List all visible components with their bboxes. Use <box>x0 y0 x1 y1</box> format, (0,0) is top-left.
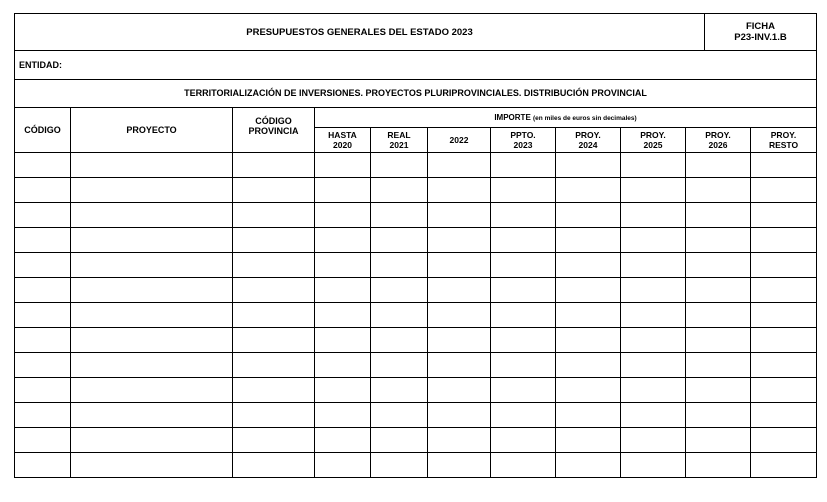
cell-importe[interactable] <box>686 303 751 328</box>
cell-importe[interactable] <box>371 453 428 478</box>
cell-importe[interactable] <box>491 403 556 428</box>
cell-importe[interactable] <box>371 253 428 278</box>
cell-importe[interactable] <box>751 153 817 178</box>
cell-importe[interactable] <box>491 178 556 203</box>
cell-importe[interactable] <box>751 378 817 403</box>
cell-importe[interactable] <box>315 178 371 203</box>
cell-importe[interactable] <box>371 328 428 353</box>
cell-proyecto[interactable] <box>71 278 233 303</box>
cell-importe[interactable] <box>751 303 817 328</box>
cell-codigo[interactable] <box>15 403 71 428</box>
cell-importe[interactable] <box>686 153 751 178</box>
cell-importe[interactable] <box>556 328 621 353</box>
importe-note: (en miles de euros sin decimales) <box>533 114 637 122</box>
cell-importe[interactable] <box>315 153 371 178</box>
cell-importe[interactable] <box>428 403 491 428</box>
col-year-header <box>686 128 751 153</box>
cell-codigo-provincia[interactable] <box>233 253 315 278</box>
cell-codigo[interactable] <box>15 153 71 178</box>
cell-importe[interactable] <box>621 228 686 253</box>
cell-importe[interactable] <box>428 303 491 328</box>
cell-proyecto[interactable] <box>71 203 233 228</box>
cell-importe[interactable] <box>621 353 686 378</box>
cell-importe[interactable] <box>491 303 556 328</box>
cell-proyecto[interactable] <box>71 253 233 278</box>
col-year-header-line1: 2022 <box>449 135 469 145</box>
cell-importe[interactable] <box>315 378 371 403</box>
cell-codigo[interactable] <box>15 303 71 328</box>
cell-importe[interactable] <box>315 353 371 378</box>
col-year-header <box>751 128 817 153</box>
cell-importe[interactable] <box>428 253 491 278</box>
cell-proyecto[interactable] <box>71 178 233 203</box>
col-codigo-header: CÓDIGO <box>15 108 71 153</box>
cell-importe[interactable] <box>315 428 371 453</box>
ficha-code: P23-INV.1.B <box>734 32 787 43</box>
cell-codigo-provincia[interactable] <box>233 378 315 403</box>
col-year-header <box>621 128 686 153</box>
table-body <box>15 153 817 478</box>
cell-importe[interactable] <box>621 153 686 178</box>
cell-importe[interactable] <box>371 278 428 303</box>
cell-importe[interactable] <box>686 328 751 353</box>
cell-importe[interactable] <box>556 428 621 453</box>
cell-importe[interactable] <box>556 228 621 253</box>
cell-proyecto[interactable] <box>71 403 233 428</box>
cell-codigo-provincia[interactable] <box>233 153 315 178</box>
entidad-field[interactable] <box>15 51 817 80</box>
cell-proyecto[interactable] <box>71 228 233 253</box>
cell-importe[interactable] <box>315 228 371 253</box>
ficha-label: FICHA <box>745 21 776 32</box>
table-row <box>15 178 817 203</box>
cell-codigo[interactable] <box>15 203 71 228</box>
col-year-header <box>315 128 371 153</box>
table-row <box>15 153 817 178</box>
cell-importe[interactable] <box>686 253 751 278</box>
cell-importe[interactable] <box>686 428 751 453</box>
cell-codigo[interactable] <box>15 453 71 478</box>
table-row <box>15 228 817 253</box>
cell-importe[interactable] <box>371 378 428 403</box>
cell-importe[interactable] <box>686 353 751 378</box>
cell-importe[interactable] <box>371 153 428 178</box>
cell-codigo[interactable] <box>15 253 71 278</box>
cell-importe[interactable] <box>751 278 817 303</box>
cell-importe[interactable] <box>491 253 556 278</box>
cell-importe[interactable] <box>491 278 556 303</box>
cell-importe[interactable] <box>621 453 686 478</box>
cell-importe[interactable] <box>751 403 817 428</box>
cell-importe[interactable] <box>556 403 621 428</box>
cell-importe[interactable] <box>428 153 491 178</box>
cell-importe[interactable] <box>751 428 817 453</box>
cell-importe[interactable] <box>621 403 686 428</box>
col-codigo-provincia-header: CÓDIGO PROVINCIA <box>233 108 315 153</box>
cell-importe[interactable] <box>371 428 428 453</box>
cell-importe[interactable] <box>686 378 751 403</box>
cell-codigo[interactable] <box>15 378 71 403</box>
cell-codigo-provincia[interactable] <box>233 353 315 378</box>
cell-importe[interactable] <box>371 228 428 253</box>
cell-importe[interactable] <box>686 203 751 228</box>
cell-importe[interactable] <box>621 303 686 328</box>
cell-importe[interactable] <box>621 428 686 453</box>
cell-importe[interactable] <box>686 178 751 203</box>
cell-codigo[interactable] <box>15 428 71 453</box>
col-year-header-line1: HASTA <box>328 130 357 140</box>
table-row <box>15 403 817 428</box>
budget-form <box>14 13 816 478</box>
cell-importe[interactable] <box>371 203 428 228</box>
cell-importe[interactable] <box>491 453 556 478</box>
cell-importe[interactable] <box>428 378 491 403</box>
col-year-header-line1: PPTO. <box>510 130 536 140</box>
table-row <box>15 453 817 478</box>
cell-importe[interactable] <box>491 153 556 178</box>
cell-codigo[interactable] <box>15 353 71 378</box>
cell-importe[interactable] <box>428 328 491 353</box>
cell-importe[interactable] <box>315 278 371 303</box>
cell-importe[interactable] <box>428 178 491 203</box>
table-row <box>15 203 817 228</box>
cell-importe[interactable] <box>428 353 491 378</box>
cell-codigo-provincia[interactable] <box>233 453 315 478</box>
cell-importe[interactable] <box>556 453 621 478</box>
ficha-box <box>705 14 817 51</box>
col-year-header-line2: 2024 <box>578 140 598 150</box>
table-row <box>15 328 817 353</box>
form-header <box>14 13 817 51</box>
cell-codigo[interactable] <box>15 278 71 303</box>
cell-codigo-provincia[interactable] <box>233 203 315 228</box>
cell-importe[interactable] <box>428 428 491 453</box>
cell-importe[interactable] <box>491 228 556 253</box>
cell-importe[interactable] <box>556 178 621 203</box>
cell-codigo-provincia[interactable] <box>233 178 315 203</box>
cell-importe[interactable] <box>556 378 621 403</box>
cell-importe[interactable] <box>556 278 621 303</box>
cell-codigo[interactable] <box>15 178 71 203</box>
cell-proyecto[interactable] <box>71 353 233 378</box>
cell-importe[interactable] <box>491 428 556 453</box>
cell-importe[interactable] <box>371 303 428 328</box>
cell-importe[interactable] <box>751 178 817 203</box>
entidad-label: ENTIDAD: <box>19 59 62 70</box>
col-year-header <box>428 128 491 153</box>
table-row <box>15 253 817 278</box>
cell-importe[interactable] <box>556 253 621 278</box>
col-year-header-line2: 2025 <box>643 140 663 150</box>
col-year-header-line2: 2026 <box>708 140 728 150</box>
col-year-header <box>556 128 621 153</box>
col-year-header-line1: REAL <box>387 130 411 140</box>
cell-importe[interactable] <box>686 403 751 428</box>
cell-importe[interactable] <box>428 203 491 228</box>
cell-importe[interactable] <box>686 453 751 478</box>
cell-importe[interactable] <box>428 278 491 303</box>
cell-importe[interactable] <box>751 328 817 353</box>
col-year-header <box>491 128 556 153</box>
table-row <box>15 278 817 303</box>
cell-importe[interactable] <box>491 328 556 353</box>
cell-proyecto[interactable] <box>71 328 233 353</box>
col-year-header-line2: RESTO <box>768 140 799 150</box>
col-year-header-line2: 2020 <box>333 140 352 150</box>
cell-importe[interactable] <box>621 328 686 353</box>
cell-codigo-provincia[interactable] <box>233 278 315 303</box>
cell-importe[interactable] <box>315 453 371 478</box>
cell-importe[interactable] <box>621 378 686 403</box>
cell-importe[interactable] <box>621 178 686 203</box>
cell-importe[interactable] <box>491 353 556 378</box>
cell-codigo[interactable] <box>15 328 71 353</box>
cell-importe[interactable] <box>491 203 556 228</box>
cell-importe[interactable] <box>556 303 621 328</box>
form-title: PRESUPUESTOS GENERALES DEL ESTADO 2023 <box>15 14 705 51</box>
cell-importe[interactable] <box>751 228 817 253</box>
cell-codigo-provincia[interactable] <box>233 403 315 428</box>
cell-importe[interactable] <box>621 278 686 303</box>
table-row <box>15 303 817 328</box>
cell-codigo[interactable] <box>15 228 71 253</box>
cell-proyecto[interactable] <box>71 428 233 453</box>
cell-importe[interactable] <box>686 278 751 303</box>
col-year-header <box>371 128 428 153</box>
cell-proyecto[interactable] <box>71 303 233 328</box>
col-year-header-line2: 2023 <box>513 140 533 150</box>
col-year-header-line1: PROY. <box>705 130 731 140</box>
table-row <box>15 378 817 403</box>
cell-importe[interactable] <box>315 203 371 228</box>
cell-importe[interactable] <box>751 453 817 478</box>
cell-importe[interactable] <box>751 253 817 278</box>
cell-importe[interactable] <box>751 353 817 378</box>
cell-codigo-provincia[interactable] <box>233 228 315 253</box>
cell-importe[interactable] <box>686 228 751 253</box>
cell-importe[interactable] <box>556 353 621 378</box>
cell-importe[interactable] <box>315 253 371 278</box>
cell-importe[interactable] <box>751 203 817 228</box>
cell-proyecto[interactable] <box>71 378 233 403</box>
table-row <box>15 428 817 453</box>
col-proyecto-header: PROYECTO <box>71 108 233 153</box>
cell-importe[interactable] <box>428 228 491 253</box>
cell-importe[interactable] <box>491 378 556 403</box>
cell-codigo-provincia[interactable] <box>233 303 315 328</box>
cell-importe[interactable] <box>315 303 371 328</box>
cell-codigo-provincia[interactable] <box>233 428 315 453</box>
table-row <box>15 353 817 378</box>
cell-proyecto[interactable] <box>71 153 233 178</box>
col-year-header-line1: PROY. <box>640 130 666 140</box>
cell-importe[interactable] <box>556 203 621 228</box>
cell-importe[interactable] <box>621 253 686 278</box>
cell-importe[interactable] <box>371 403 428 428</box>
importe-label: IMPORTE <box>494 112 531 122</box>
cell-codigo-provincia[interactable] <box>233 328 315 353</box>
cell-importe[interactable] <box>315 328 371 353</box>
cell-importe[interactable] <box>428 453 491 478</box>
importe-header <box>315 108 817 128</box>
cell-importe[interactable] <box>556 153 621 178</box>
cell-importe[interactable] <box>371 178 428 203</box>
section-title: TERRITORIALIZACIÓN DE INVERSIONES. PROYECTOS PLURIPROVINCIALES. DISTRIBUCIÓN PROVINCIAL <box>15 80 817 108</box>
col-year-header-line1: PROY. <box>575 130 601 140</box>
cell-importe[interactable] <box>371 353 428 378</box>
col-year-header-line2: 2021 <box>389 140 409 150</box>
cell-importe[interactable] <box>315 403 371 428</box>
cell-proyecto[interactable] <box>71 453 233 478</box>
col-year-header-line1: PROY. <box>770 130 797 140</box>
investment-table <box>14 50 817 478</box>
cell-importe[interactable] <box>621 203 686 228</box>
